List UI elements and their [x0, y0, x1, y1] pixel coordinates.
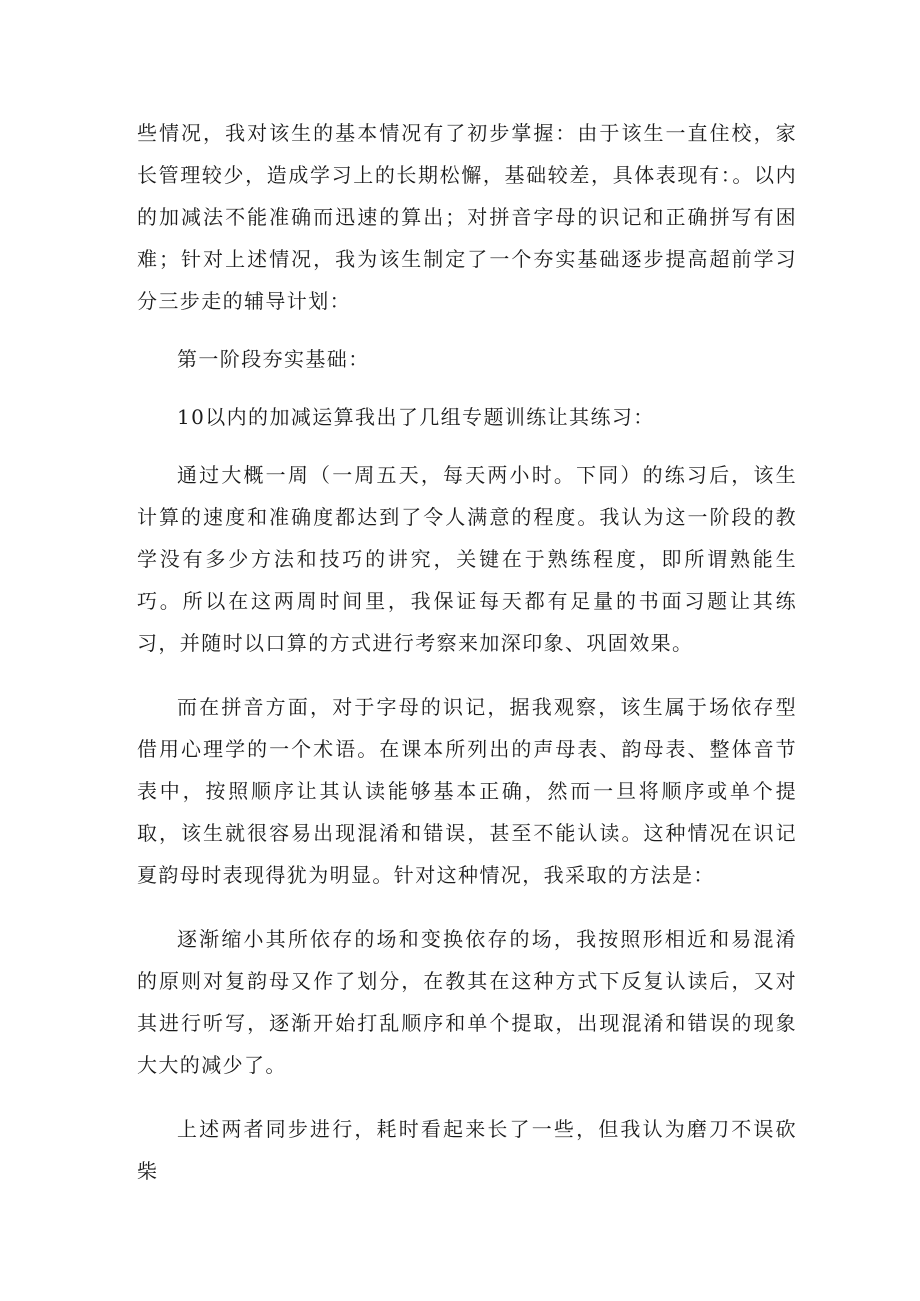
paragraph-practice-result: 通过大概一周（一周五天，每天两小时。下同）的练习后，该生计算的速度和准确度都达到了令人满意的程度。我认为这一阶段的教学没有多少方法和技巧的讲究，关键在于熟练程度，即所谓熟能生巧。所以在这两周时间里，我保证每天都有足量的书面习题让其练习，并随时以口算的方式进行考察来加深印象、巩固效果。 [137, 463, 797, 655]
document-page [137, 112, 797, 1192]
paragraph-addition-practice: 10以内的加减运算我出了几组专题训练让其练习： [177, 405, 655, 429]
paragraph-intro: 些情况，我对该生的基本情况有了初步掌握：由于该生一直住校，家长管理较少，造成学习上的长期松懈，基础较差，具体表现有：。以内的加减法不能准确而迅速的算出；对拼音字母的识记和正确拼写有困难；针对上述情况，我为该生制定了一个夯实基础逐步提高超前学习分三步走的辅导计划： [137, 121, 797, 313]
paragraph-summary: 上述两者同步进行，耗时看起来长了一些，但我认为磨刀不误砍柴 [137, 1117, 797, 1183]
paragraph-pinyin: 而在拼音方面，对于字母的识记，据我观察，该生属于场依存型借用心理学的一个术语。在课本所列出的声母表、韵母表、整体音节表中，按照顺序让其认读能够基本正确，然而一旦将顺序或单个提取，该生就很容易出现混淆和错误，甚至不能认读。这种情况在识记夏韵母时表现得犹为明显。针对这种情况，我采取的方法是： [137, 695, 797, 887]
paragraph-method: 逐渐缩小其所依存的场和变换依存的场，我按照形相近和易混淆的原则对复韵母又作了划分，在教其在这种方式下反复认读后，又对其进行听写，逐渐开始打乱顺序和单个提取，出现混淆和错误的现象大大的减少了。 [137, 927, 797, 1077]
paragraph-stage-one-heading: 第一阶段夯实基础： [177, 347, 370, 371]
